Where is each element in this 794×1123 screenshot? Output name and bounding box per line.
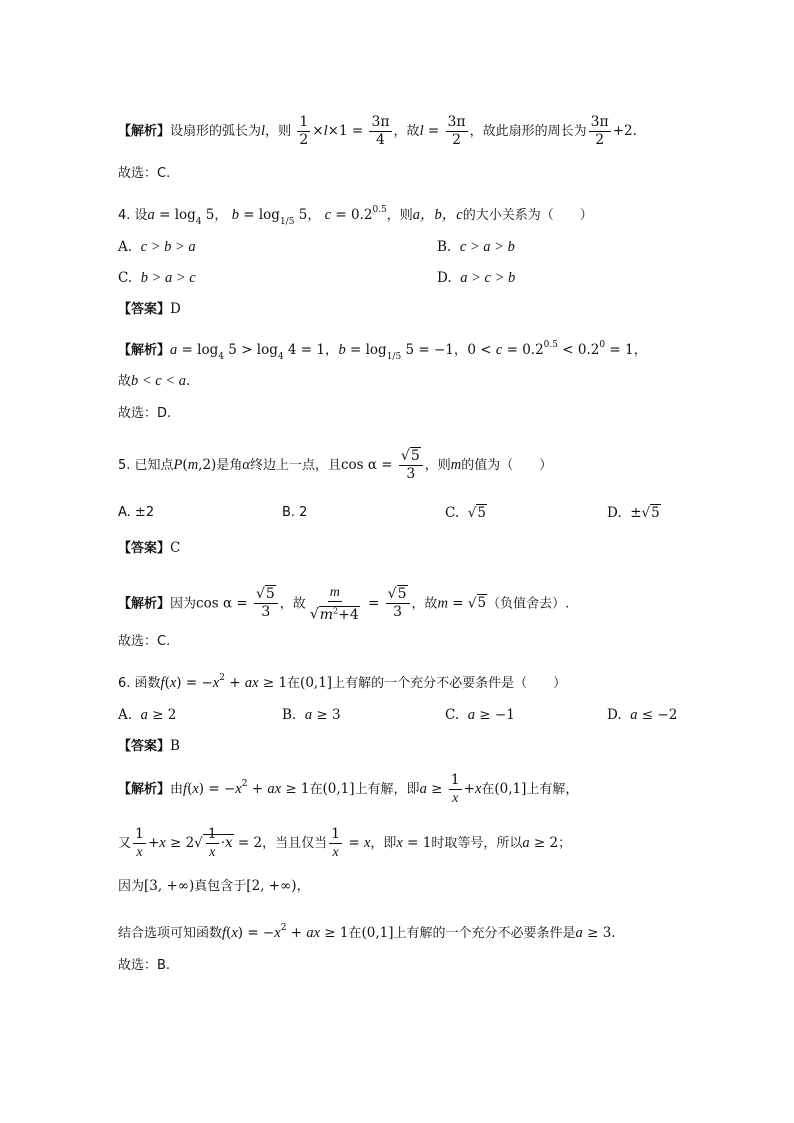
q4-option-d[interactable]: D. a > c > b: [437, 270, 516, 286]
q4-solution: 【解析】$a = \log_4 5 > \log_4 4 = 1$，$b = \log_{1/5} 5 = -1$，$0 < c = 0.2^{0.5} < 0.2^0 = 1$，: [118, 340, 648, 362]
q6-option-a[interactable]: A. a ≥ 2: [118, 707, 177, 723]
q6-select: 故选：B.: [118, 958, 171, 973]
analysis-tag: 【解析】: [118, 124, 171, 139]
q6-stem: 6. 函数$f(x) = -x^2$ + ax ≥ 1在(0,1]上有解的一个充分不必要条件是（ ）: [118, 673, 567, 691]
q4-option-a[interactable]: A. c > b > a: [118, 239, 196, 255]
q6-answer: 【答案】B: [118, 738, 180, 754]
q5-option-a[interactable]: A. ±2: [118, 505, 155, 520]
q5-select: 故选：C.: [118, 634, 171, 649]
q4-option-c[interactable]: C. b > a > c: [118, 270, 196, 286]
q5-solution: 【解析】因为cos α = $\frac{√5}{3}$ ，故 $\frac{m}{√m^2+4}$ = $\frac{√5}{3}$ ，故m = √5（负值舍去）.: [118, 585, 570, 623]
q5-answer: 【答案】C: [118, 540, 181, 556]
q6-option-c[interactable]: C. a ≥ −1: [445, 707, 515, 723]
q4-answer: 【答案】D: [118, 301, 181, 317]
q5-option-c[interactable]: C. √5: [445, 505, 486, 521]
prev-solution-line: 【解析】设扇形的弧长为l，则 $\frac{1}{2}$ ×l×1 = $\frac{3\pi}{4}$ ，故l = $\frac{3\pi}{2}$ ，故此扇形的周长为 $\frac{3\pi}{2}$ +2.: [118, 114, 637, 148]
q4-solution-line2: 故b < c < a.: [118, 373, 191, 389]
q6-option-d[interactable]: D. a ≤ −2: [607, 707, 678, 723]
q6-solution-line3: 因为[3, +∞)真包含于[2, +∞)，: [118, 878, 311, 894]
q6-solution-line1: 【解析】由$f(x) = -x^2$ + ax ≥ 1在(0,1]上有解，即a ≥ $\frac{1}{x}$ +x在(0,1]上有解，: [118, 772, 579, 806]
prev-select: 故选：C.: [118, 166, 171, 181]
q6-option-b[interactable]: B. a ≥ 3: [282, 707, 341, 723]
q4-select: 故选：D.: [118, 406, 172, 421]
q6-solution-line4: 结合选项可知函数$f(x) = -x^2$ + ax ≥ 1在(0,1]上有解的一个充分不必要条件是a ≥ 3.: [118, 923, 616, 941]
q6-solution-line2: 又 $\frac{1}{x}$ +x ≥ 2√ $\frac{1}{x}$ ·x = 2，当且仅当 $\frac{1}{x}$ = x，即x = 1时取等号，所以a ≥ 2；: [118, 826, 572, 860]
q5-option-d[interactable]: D. ±√5: [607, 505, 660, 521]
q4-stem: 4. 设$a = \log_4 5$， $b = \log_{1/5} 5$， $c = 0.2^{0.5}$，则a，b，c的大小关系为（ ）: [118, 205, 593, 227]
q5-stem: 5. 已知点P(m,2)是角α终边上一点，且cos α = $\frac{√5}{3}$ ，则m的值为（ ）: [118, 448, 553, 482]
q5-option-b[interactable]: B. 2: [282, 505, 308, 520]
q4-option-b[interactable]: B. c > a > b: [437, 239, 515, 255]
